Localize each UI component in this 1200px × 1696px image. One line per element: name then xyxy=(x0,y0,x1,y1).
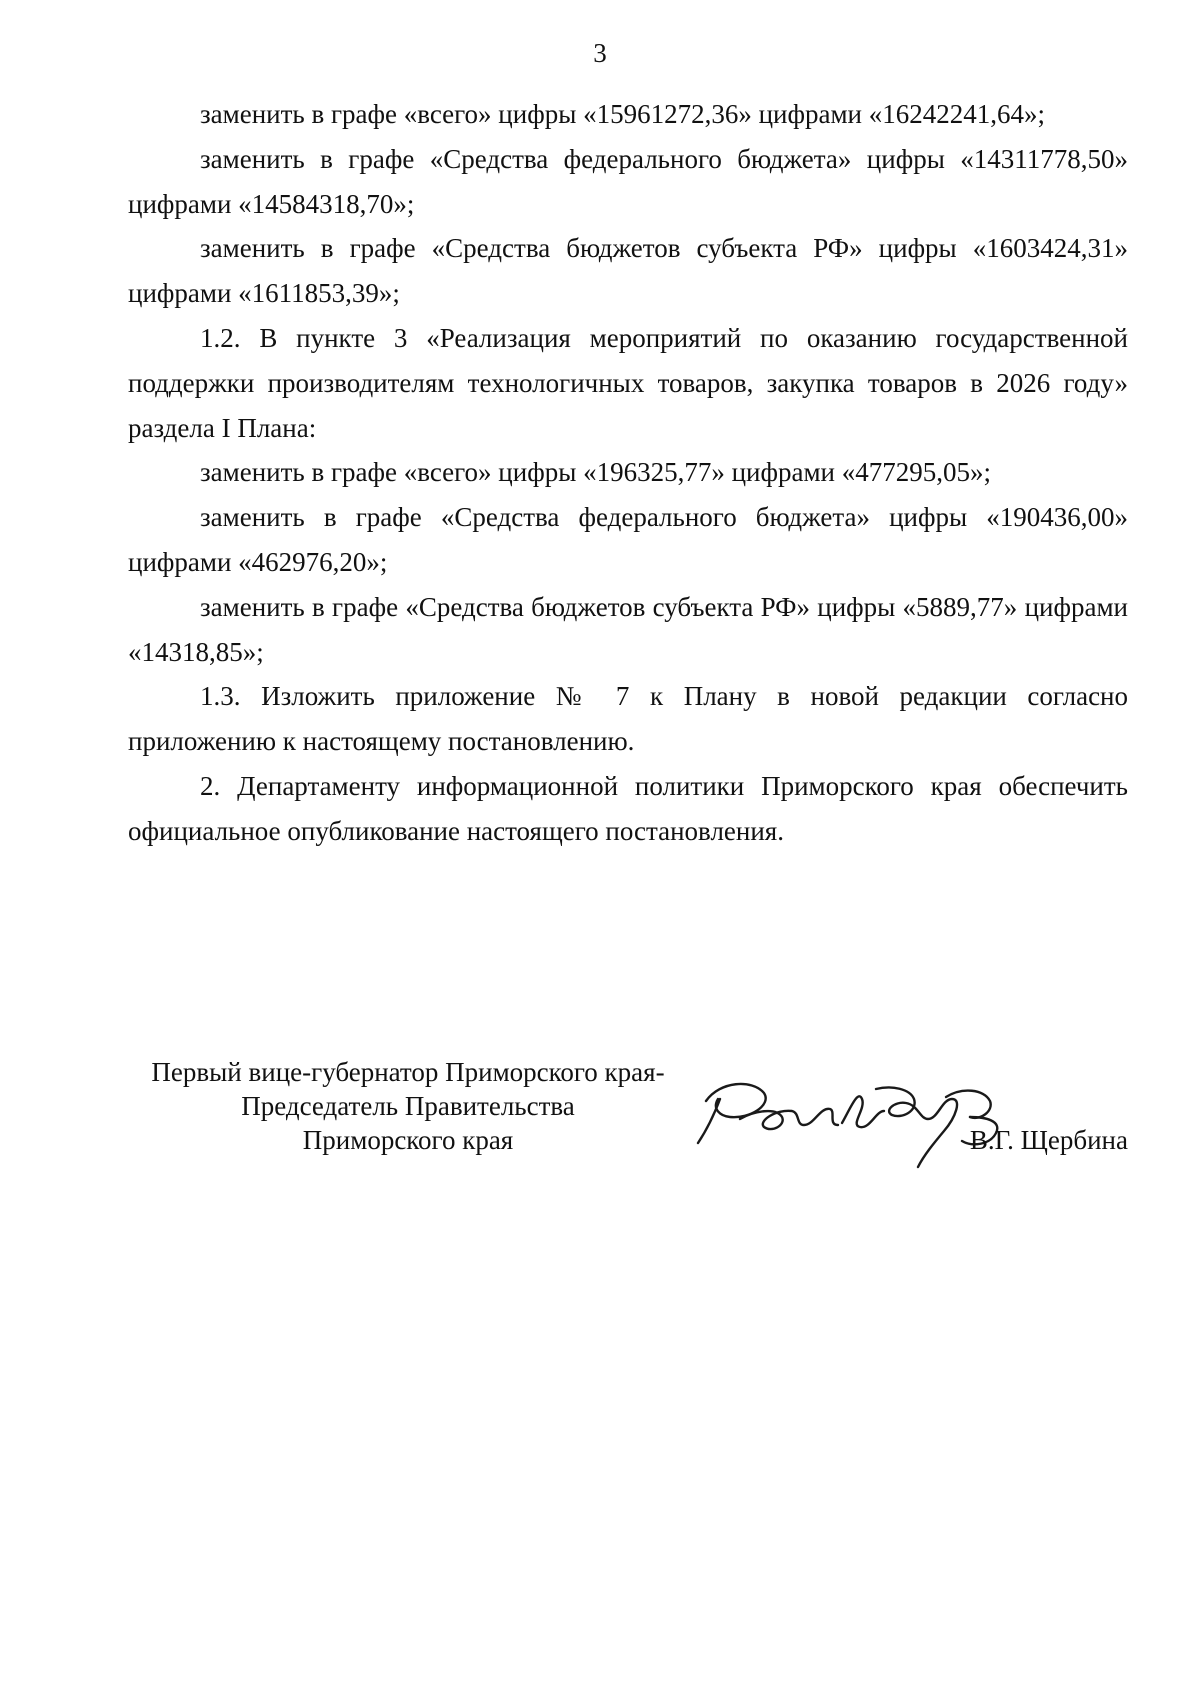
page-number: 3 xyxy=(593,38,607,68)
paragraph-4: 1.2. В пункте 3 «Реализация мероприятий по оказанию государственной поддержки производителям технологичных товаров, закупка товаров в 2026 году» раздела I Плана: xyxy=(128,322,1128,443)
signer-title-line-3: Приморского края xyxy=(302,1125,514,1155)
paragraph-9: 2. Департаменту информационной политики Приморского края обеспечить официальное опубликование настоящего постановления. xyxy=(128,770,1128,846)
document-body xyxy=(128,92,1128,854)
paragraph-1: заменить в графе «всего» цифры «15961272,36» цифрами «16242241,64»; xyxy=(200,99,1046,129)
paragraph-3: заменить в графе «Средства бюджетов субъекта РФ» цифры «1603424,31» цифрами «1611853,39»; xyxy=(128,233,1128,309)
paragraph-5: заменить в графе «всего» цифры «196325,77» цифрами «477295,05»; xyxy=(200,457,992,488)
paragraph-6: заменить в графе «Средства федерального бюджета» цифры «190436,00» цифрами «462976,20»; xyxy=(128,502,1128,577)
signer-title-line-2: Председатель Правительства xyxy=(241,1091,575,1121)
signer-title-line-1: Первый вице-губернатор Приморского края- xyxy=(151,1057,665,1087)
signer-name: В.Г. Щербина xyxy=(969,1125,1128,1155)
signer-title xyxy=(128,1055,688,1157)
signature-block xyxy=(128,1055,1128,1195)
paragraph-2: заменить в графе «Средства федерального бюджета» цифры «14311778,50» цифрами «14584318,70»; xyxy=(128,143,1128,219)
paragraph-8: 1.3. Изложить приложение № 7 к Плану в новой редакции согласно приложению к настоящему постановлению. xyxy=(128,681,1128,757)
paragraph-7: заменить в графе «Средства бюджетов субъекта РФ» цифры «5889,77» цифрами «14318,85»; xyxy=(128,591,1128,667)
